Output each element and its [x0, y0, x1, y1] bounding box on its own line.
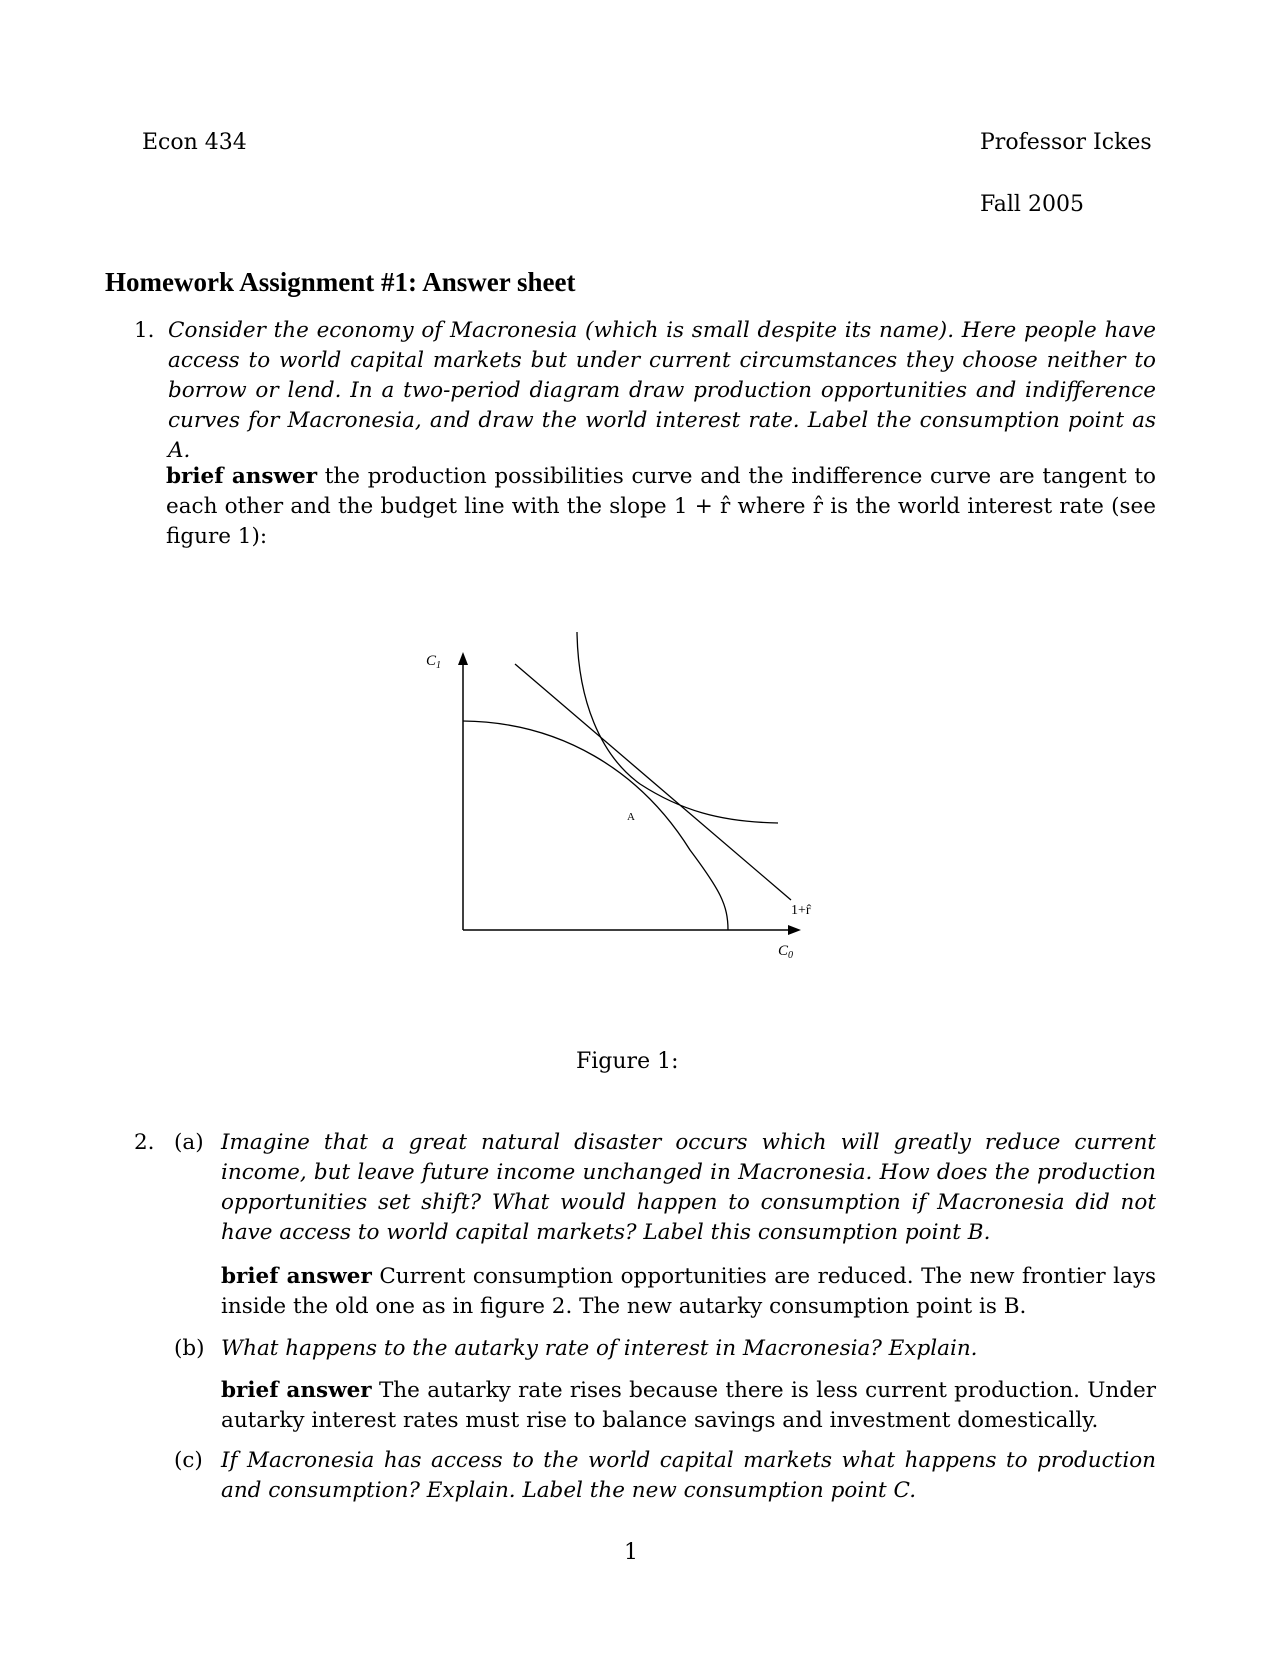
part-b-answer: [221, 1376, 1156, 1436]
y-axis-arrow: [458, 652, 468, 665]
figure-1-caption: Figure 1:: [576, 1049, 679, 1074]
part-a-answer: [221, 1262, 1156, 1322]
point-a-label: A: [627, 811, 635, 823]
course-name: Econ 434: [142, 130, 247, 155]
answer-text: Current consumption opportunities are reduced. The new frontier lays inside the old one as in figure 2. The new autarky consumption point is B.: [221, 1264, 1156, 1319]
x-axis-label: $C_0$: [778, 943, 794, 961]
part-c-question: If Macronesia has access to the world capital markets what happens to production and consumption? Explain. Label the new consumption point C.: [221, 1448, 1156, 1503]
term: Fall 2005: [980, 192, 1084, 217]
answer-text: The autarky rate rises because there is less current production. Under autarky interest rates must rise to balance savings and investment domestically.: [221, 1378, 1156, 1433]
answer-label: brief answer: [166, 464, 318, 489]
part-a-label: (a): [174, 1130, 204, 1155]
part-b-label: (b): [174, 1336, 205, 1361]
indifference-curve: [577, 632, 778, 823]
question-2-number: 2.: [134, 1130, 155, 1155]
part-b-question: What happens to the autarky rate of interest in Macronesia? Explain.: [221, 1336, 978, 1361]
production-possibilities-curve: [463, 721, 728, 930]
page-number: 1: [624, 1540, 638, 1565]
x-axis-arrow: [788, 925, 801, 935]
answer-text: the production possibilities curve and the indifference curve are tangent to each other and the budget line with the slope 1 + r̂ where r̂ is the world interest rate (see figure 1):: [166, 464, 1156, 549]
budget-line: [515, 664, 791, 900]
answer-label: brief answer: [221, 1264, 372, 1289]
professor-name: Professor Ickes: [980, 130, 1152, 155]
part-c-label: (c): [174, 1448, 203, 1473]
answer-label: brief answer: [221, 1378, 372, 1403]
slope-label: 1+r̂: [791, 903, 811, 918]
question-1-number: 1.: [134, 318, 155, 343]
page-title: Homework Assignment #1: Answer sheet: [105, 267, 576, 297]
y-axis-label: $C_1$: [426, 653, 442, 671]
question-1-text: Consider the economy of Macronesia (which is small despite its name). Here people have access to world capital markets but under current circumstances they choose neither to borrow or lend. In a two-period diagram draw production opportunities and indifference curves for Macronesia, and draw the world interest rate. Label the consumption point as A.: [168, 318, 1156, 463]
part-a-question: Imagine that a great natural disaster occurs which will greatly reduce current income, but leave future income unchanged in Macronesia. How does the production opportunities set shift? What would happen to consumption if Macronesia did not have access to world capital markets? Label this consumption point B.: [221, 1130, 1156, 1245]
